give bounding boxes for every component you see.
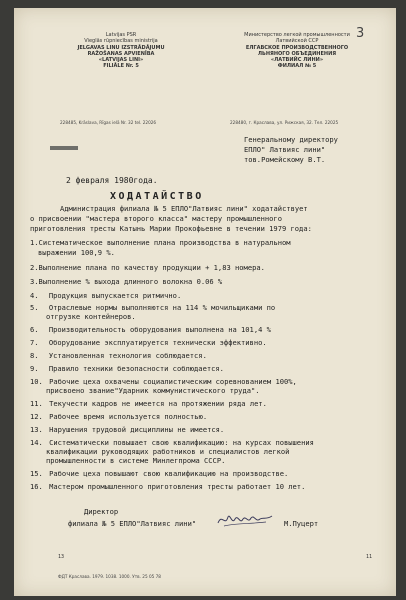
item-text: Правило техники безопасности соблюдается. [48, 364, 224, 373]
header-right-line: ФИЛИАЛ № 5 [277, 63, 317, 70]
intro-line: приготовления тресты Катынь Марии Прокофьевне в течении 1979 года: [30, 224, 312, 233]
list-item [30, 483, 305, 491]
signature-title: Директор [84, 507, 119, 516]
item-text: Рабочие цеха повышают свою квалификацию на производстве. [49, 469, 289, 478]
addressee-line: ЕПЛО" Латвияс лини" [244, 145, 326, 154]
item-number: 6. [30, 325, 39, 334]
item-text: Выполнение % выхода длинного волокна 0.06 % [38, 277, 223, 286]
print-footer: ФДТ Краслава. 1979. 1038. 1000. Утв. 25 05 78 [58, 574, 161, 579]
item-text: выражении 100,9 %. [38, 248, 115, 257]
list-item [30, 278, 222, 286]
list-item [30, 439, 314, 447]
addressee-line: тов.Ромейскому В.Т. [244, 155, 326, 164]
item-text: Выполнение плана по качеству продукции + 1,83 номера. [38, 263, 265, 272]
list-item [30, 365, 224, 373]
addressee-line: Генеральному директору [244, 135, 338, 144]
header-left-line: FILIĀLE Nr. 5 [103, 63, 139, 70]
item-number: 10. [30, 377, 43, 386]
item-text: Мастером промышленного приготовления тресты работает 10 лет. [49, 482, 306, 491]
header-right-line: Латвийской ССР [275, 38, 319, 45]
item-text: квалификации руководящих работников и специалистов легкой [46, 447, 290, 456]
item-text: Установленная технология соблюдается. [48, 351, 207, 360]
item-number: 9. [30, 364, 39, 373]
item-text: промышленности в системе Минлегпрома СССР. [46, 456, 226, 465]
header-left-line: Latvijas PSR [105, 32, 137, 38]
item-text: Текучести кадров не имеется на протяжении ряда лет. [49, 399, 267, 408]
item-number: 4. [30, 291, 39, 300]
item-text: присвоено звание"Ударник коммунистического труда". [46, 386, 260, 395]
item-text: Оборудование эксплуатируется технически эффективно. [48, 338, 267, 347]
list-item [30, 304, 275, 312]
list-item [30, 239, 291, 247]
item-text: Рабочее время используется полностью. [49, 412, 208, 421]
document-sheet [14, 8, 396, 596]
item-number: 3. [30, 277, 39, 286]
intro-line: о присвоении "мастера второго класса" мастеру промышленного [30, 214, 282, 223]
item-number: 14. [30, 438, 43, 447]
header-left-line: RAŽOŠANAS APVIENĪBA [87, 50, 155, 57]
redaction-mark [50, 146, 78, 150]
corner-mark-left: 13 [58, 554, 65, 560]
header-right-line: ЛЬНЯНОГО ОБЪЕДИНЕНИЯ [257, 50, 337, 57]
header-right-line: «ЛАТВИЙС ЛИНИ» [270, 57, 324, 64]
signature-name: М.Пуцерт [284, 519, 319, 528]
item-number: 15. [30, 469, 43, 478]
item-number: 16. [30, 482, 43, 491]
date: 2 февраля 1980года. [66, 176, 158, 185]
item-text: Систематически повышает свою квалификацию: на курсах повышения [49, 438, 314, 447]
list-item [30, 426, 224, 434]
item-number: 1. [30, 238, 39, 247]
item-text: Нарушения трудовой дисциплины не имеется. [49, 425, 225, 434]
list-item [30, 378, 297, 386]
item-number: 11. [30, 399, 43, 408]
item-number: 13. [30, 425, 43, 434]
item-number: 5. [30, 303, 39, 312]
list-item [30, 352, 207, 360]
item-number: 7. [30, 338, 39, 347]
item-text: Продукция выпускается ритмично. [48, 291, 182, 300]
address-right: 228480, г. Краслава, ул. Рижская, 32. Тел. 22025 [230, 120, 339, 125]
item-text: Производительность оборудования выполнена на 101,4 % [48, 325, 271, 334]
header-left [72, 32, 170, 70]
item-text: Рабочие цеха охвачены социалистическим соревнованием 100%, [49, 377, 297, 386]
item-number: 2. [30, 263, 39, 272]
list-item [30, 339, 267, 347]
header-right-line: ЕЛГАВСКОЕ ПРОИЗВОДСТВЕННОГО [245, 44, 349, 51]
header-left-line: «LATVIJAS LINI» [98, 57, 144, 64]
document-title: ХОДАТАЙСТВО [110, 191, 204, 202]
corner-mark-right: 11 [366, 554, 373, 560]
item-number: 12. [30, 412, 43, 421]
item-number: 8. [30, 351, 39, 360]
header-left-line: JELGAVAS LINU IZSTRĀDĀJUMU [77, 44, 165, 51]
header-right-line: Министерство легкой промышленности [244, 32, 350, 38]
page-number: 3 [356, 26, 365, 41]
handwritten-signature [216, 511, 274, 529]
signature-org: филиала № 5 ЕПЛО"Латвияс лини" [68, 519, 197, 528]
item-text: отгрузке контейнеров. [46, 312, 136, 321]
item-text: Отраслевые нормы выполняются на 114 % мочильщиками по [48, 303, 276, 312]
list-item [30, 413, 207, 421]
list-item [30, 292, 181, 300]
list-item [30, 264, 265, 272]
list-item [30, 326, 271, 334]
list-item [30, 470, 288, 478]
header-left-line: Vieglās rūpniecības ministrija [84, 38, 158, 45]
intro-line: Администрация филиала № 5 ЕПЛО"Латвияс лини" ходатайствует [60, 204, 308, 213]
item-text: Систематическое выполнение плана производства в натуральном [38, 238, 291, 247]
header-right [236, 32, 358, 70]
address-left: 228485, Krāslava, Rīgas ielā Nr. 32 tel. 22026 [60, 120, 157, 125]
list-item [30, 400, 267, 408]
